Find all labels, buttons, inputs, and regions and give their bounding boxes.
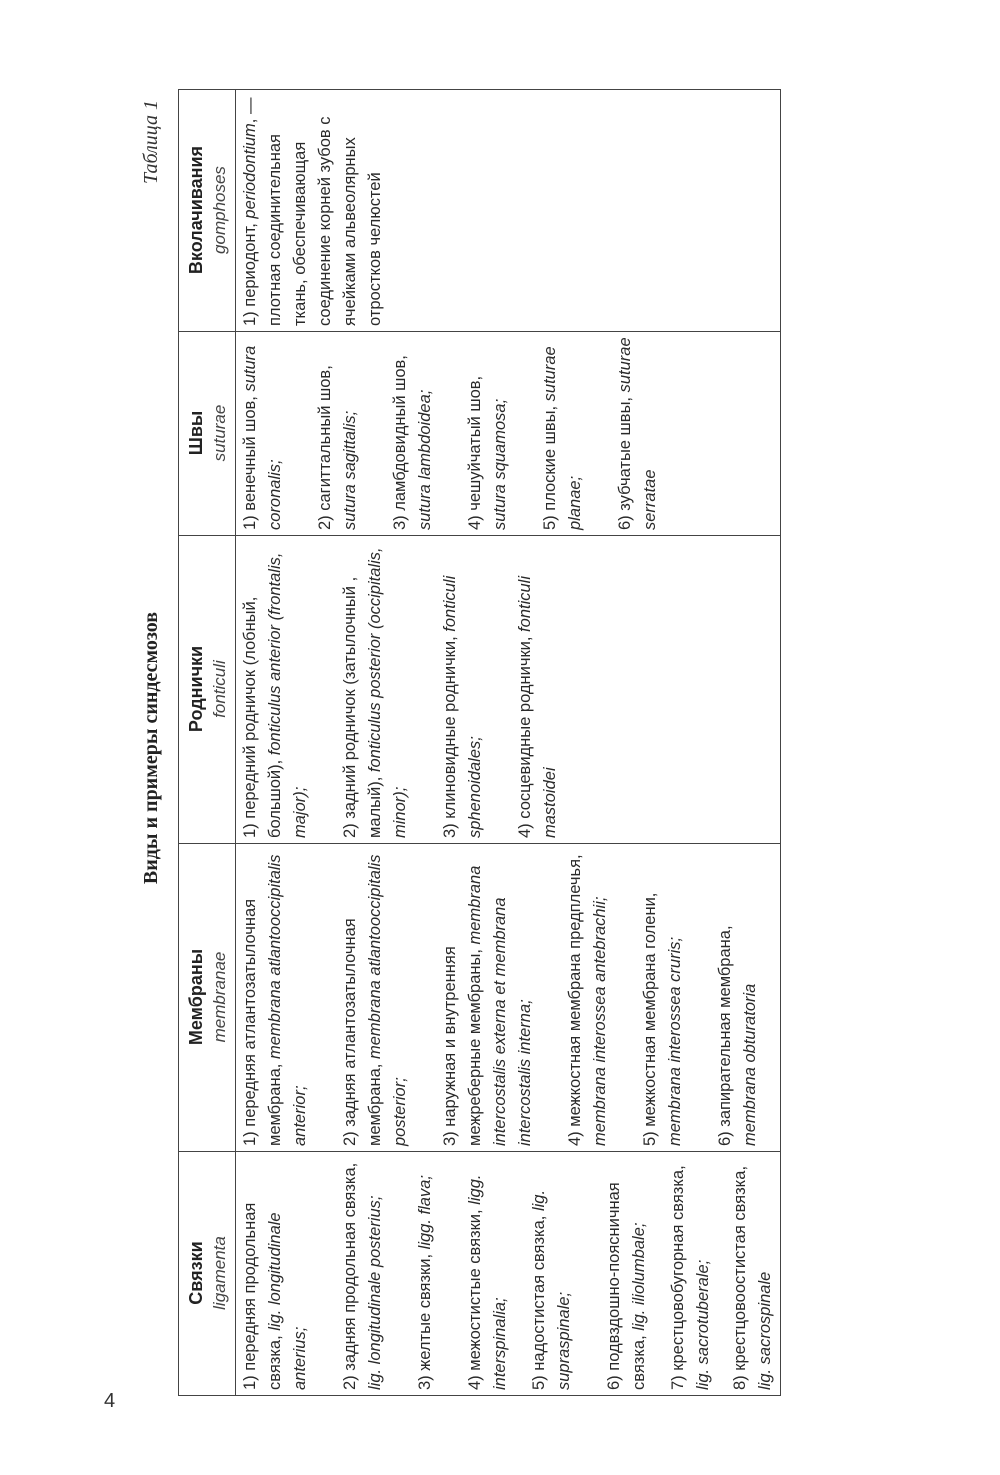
column-header-title: Связки — [186, 1241, 206, 1305]
table-label: Таблица 1 — [140, 100, 162, 184]
list-item: 7) крестцовобугорная связка, lig. sacrotuberale; — [669, 1165, 712, 1390]
list-item: 6) подвздошно-поясничная связка, lig. iliolumbale; — [605, 1182, 648, 1390]
list-item: 3) ламбдовидный шов, sutura lambdoidea; — [391, 355, 434, 530]
list-item: 8) крестцовоостистая связка, lig. sacrospinale — [731, 1165, 774, 1390]
list-item: 2) сагиттальный шов, sutura sagittalis; — [316, 365, 359, 530]
list-item: 4) сосцевидные роднички, fonticuli mastoidei — [516, 575, 559, 838]
list-item: 3) желтые связки, ligg. flava; — [416, 1175, 434, 1390]
list-item: 3) наружная и внутренняя межреберные мембраны, membrana intercostalis externa et membrana intercostalis interna; — [441, 865, 534, 1146]
list-item: 1) периодонт, periodontium, — плотная соединительная ткань, обеспечивающая соединение корней зубов с ячейками альвеолярных отростков челюстей — [241, 97, 384, 326]
column-header-latin: suturae — [210, 404, 229, 462]
column-header-title: Мембраны — [186, 948, 206, 1046]
column-header-title: Роднички — [186, 645, 206, 733]
column-header-title: Вколачивания — [186, 145, 206, 275]
list-item: 4) межкостная мембрана предплечья, membrana interossea antebrachii; — [566, 854, 609, 1146]
page-number: 4 — [104, 1390, 116, 1412]
list-item: 5) плоские швы, suturae planae; — [541, 346, 584, 530]
column-header-latin: membranae — [210, 951, 229, 1043]
column-header-sutures — [179, 332, 236, 536]
column-header-latin: fonticuli — [210, 660, 229, 718]
column-header-latin: gomphoses — [210, 166, 229, 254]
list-item: 1) венечный шов, sutura coronalis; — [241, 345, 284, 530]
list-item: 5) межкостная мембрана голени, membrana interossea cruris; — [641, 892, 684, 1146]
list-item: 6) запирательная мембрана, membrana obturatoria — [716, 925, 759, 1146]
list-item: 3) клиновидные роднички, fonticuli sphenoidales; — [441, 575, 484, 838]
list-item: 4) чешуйчатый шов, sutura squamosa; — [466, 375, 509, 530]
gomphoses-cell — [236, 90, 781, 332]
column-header-fontanelles — [179, 536, 236, 844]
column-header-title: Швы — [186, 410, 206, 456]
rotated-table-block — [140, 97, 920, 1396]
table-title: Виды и примеры синдесмозов — [140, 611, 162, 885]
list-item: 1) передняя продольная связка, lig. longitudinale anterius; — [241, 1202, 309, 1390]
membranes-cell — [236, 844, 781, 1152]
ligaments-cell — [236, 1152, 781, 1396]
sutures-cell — [236, 332, 781, 536]
list-item: 1) передняя атлантозатылочная мембрана, membrana atlantooccipitalis anterior; — [241, 854, 309, 1146]
list-item: 5) надостистая связка, lig. supraspinale; — [530, 1189, 573, 1390]
column-header-gomphoses — [179, 90, 236, 332]
table-body-row — [236, 90, 781, 1396]
list-item: 2) задняя атлантозатылочная мембрана, membrana atlantooccipitalis posterior; — [341, 854, 409, 1146]
list-item: 2) задняя продольная связка, lig. longitudinale posterius; — [341, 1162, 384, 1390]
column-header-ligaments — [179, 1152, 236, 1396]
column-header-membranes — [179, 844, 236, 1152]
syndesmoses-table — [178, 89, 781, 1396]
fontanelles-cell — [236, 536, 781, 844]
list-item: 2) задний родничок (затылочный , малый), fonticulus posterior (occipitalis, minor); — [341, 547, 409, 838]
list-item: 4) межостистые связки, ligg. interspinalia; — [466, 1174, 509, 1390]
column-header-latin: ligamenta — [210, 1236, 229, 1310]
list-item: 1) передний родничок (лобный, большой), fonticulus anterior (frontalis, major); — [241, 552, 309, 838]
table-header-row — [179, 90, 236, 1396]
list-item: 6) зубчатые швы, suturae serratae — [616, 337, 659, 530]
